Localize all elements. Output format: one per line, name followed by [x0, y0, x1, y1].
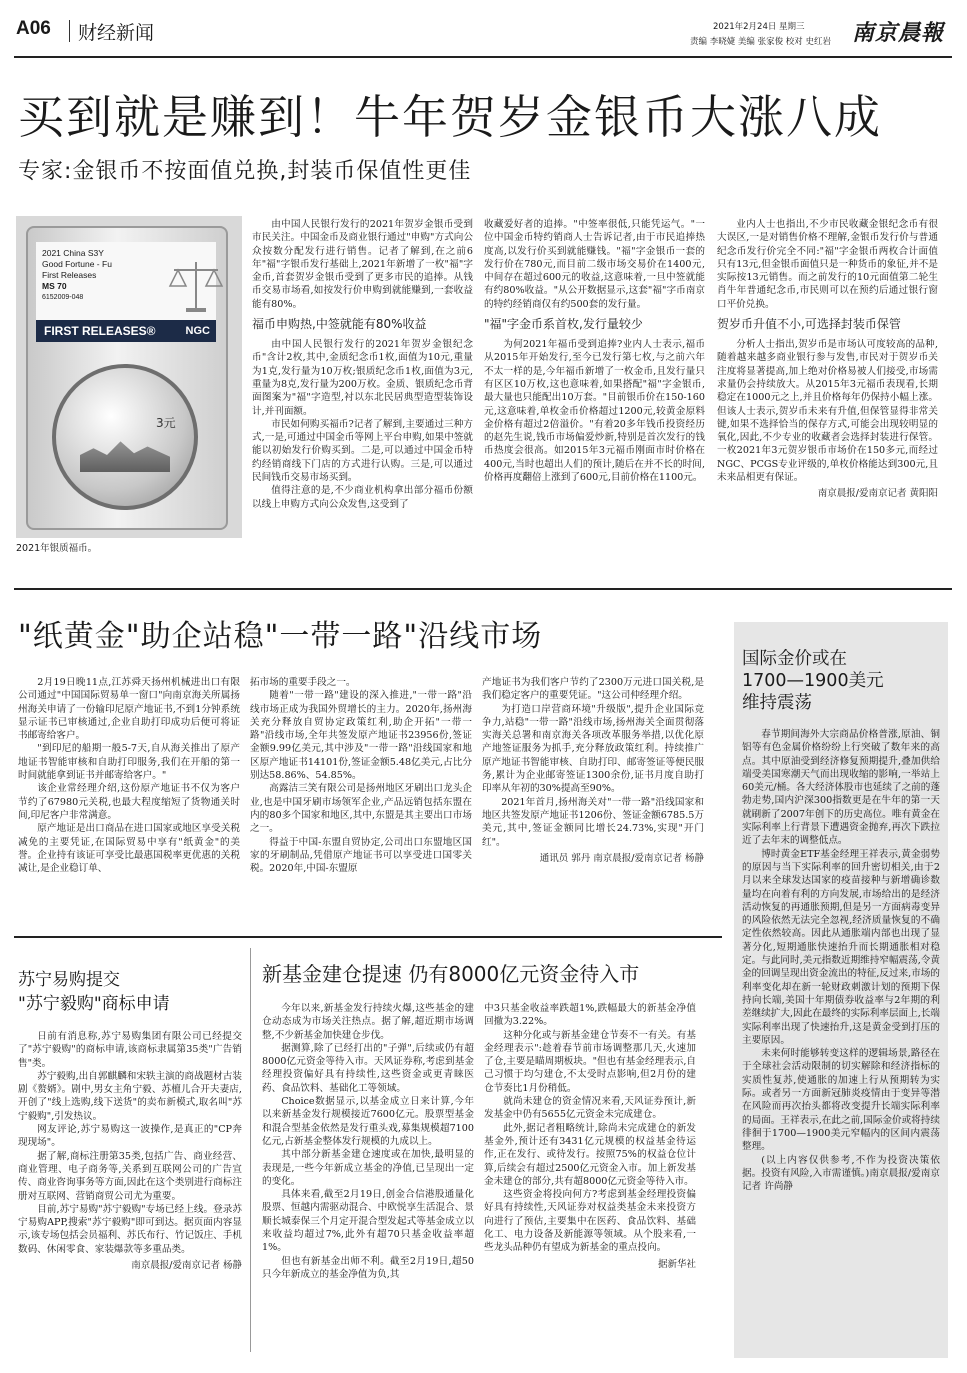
paragraph: 市民如何购买福币?记者了解到,主要通过三种方式,一是,可通过中国金币等网上平台申购,如果中签就能以初始发行价购买到。二是,可以通过中国金币特约经销商线下门店的方式进行认购。三是,可以通过民间钱币交易市场买到。: [252, 418, 473, 484]
paragraph: 网友评论,苏宁易购这一波操作,是真正的"CP奔现现场"。: [18, 1124, 242, 1149]
paragraph: Choice数据显示,以基金成立日来计算,今年以来新基金发行规模接近7600亿元。股票型基金和混合型基金依然是发行重头戏,募集规模超7100亿元,占新基金整体发行规模的九成以上。: [262, 1096, 474, 1147]
ngc-logo: NGC: [185, 325, 210, 337]
first-releases-banner: [36, 320, 216, 342]
section-title: 财经新闻: [78, 22, 155, 44]
paragraph: 博时黄金ETF基金经理王祥表示,黄金弱势的原因与当下实际利率的回升密切相关,由于2月以来全球发达国家的疫苗接种与新增确诊数量均在向着有利的方向发展,市场给出的是经济活动恢复的再通胀预期,但是另一方面病毒变异的风险依然无法完全忽视,经济质量恢复的不确定性依然较高。因此从通胀端内部也出现了显著分化,短期通胀快速抬升而长期通胀相对稳定。与此同时,美元指数近期维持窄幅震荡,令黄金的回调呈现出资金流出的特征,反过来,市场的利率变化却在新一轮财政刺激计划的预期下保持向长端,美国十年期债券收益率与2年期的利差继续扩大,因此在最终的实际利率层面上,长端实际利率出现了快速抬升,这是黄金受到打压的主要原因。: [742, 848, 940, 1046]
slab-label-line: 6152009-048: [42, 294, 84, 301]
article4-credit: 据新华社: [657, 1258, 696, 1270]
paragraph: 这种分化或与新基金建仓节奏不一有关。有基金经理表示":趁着春节前市场调整那几天,火速加了仓,主要是瞄周期板块。"但也有基金经理表示,自己习惯于均匀建仓,不太受时点影响,但2月份的建仓节奏比1月份稍低。: [484, 1029, 696, 1094]
sidebar-headline: [742, 648, 942, 714]
editors-line: 责编 李晓婕 美编 张家俊 校对 史红岩: [690, 37, 832, 47]
photo-caption: 2021年银质福币。: [16, 543, 98, 554]
silver-coin: [52, 364, 198, 510]
article2-column-2: [250, 676, 472, 916]
paragraph: 随着"一带一路"建设的深入推进,"一带一路"沿线市场正成为我国外贸增长的主力。2020年,扬州海关充分释放自贸协定政策红利,助企开拓"一带一路"沿线市场,全年共签发原产地证书23956份,签证金额9.99亿美元,其中涉及"一带一路"沿线国家和地区原产地证书14101份,签证金额5.48亿美元,占比分别达58.86%、54.85%。: [250, 690, 472, 782]
article3-headline: [18, 968, 244, 1016]
paragraph: 业内人士也指出,不少市民收藏金银纪念币有很大误区,一是对销售价格不理解,金银币发行价与普通纪念币发行价完全不同:"福"字金银币两枚合计面值只有13元,但金银币面值只是一种货币的象征,并不是实际按13元销售。而之前发行的10元面值第二轮生肖牛年普通纪念币,市民则可以在预约后通过银行窗口平价兑换。: [717, 219, 938, 310]
article1-headline: 买到就是赚到！牛年贺岁金银币大涨八成: [18, 90, 882, 144]
paragraph: 就尚未建仓的资金情况来看,天风证券预计,新发基金中仍有5655亿元资金未完成建仓。: [484, 1096, 696, 1121]
paragraph: 其中部分新基金建仓速度或在加快,最明显的表现是,一些今年新成立基金的净值,已呈现出一定的变化。: [262, 1149, 474, 1187]
article2-bottom-rule: [14, 936, 722, 938]
sidebar-headline-line: 维持震荡: [742, 693, 812, 713]
slab-label-line: MS 70: [42, 281, 67, 291]
paragraph: 2月19日晚11点,江苏舜天扬州机械进出口有限公司通过"中国国际贸易单一窗口"向南京海关所属扬州海关申请了一份输印尼原产地证书,不到1分钟系统显示证书已审核通过,企业自助打印成功后便可将证书邮寄给客户。: [18, 677, 240, 742]
paragraph: 该企业常经理介绍,这份原产地证书不仅为客户节约了67980元关税,也最大程度缩短了货物通关时间,印尼客户非常满意。: [18, 783, 240, 821]
header-divider: [69, 20, 70, 42]
article4-column-2: [484, 1002, 696, 1358]
paragraph: 分析人士指出,贺岁币是市场认可度较高的品种,随着越来越多商业银行参与发售,市民对于贺岁币关注度将显著提高,加上绝对价格易被人们接受,市场需求量仍会持续放大。从2015年3元福币表现看,长期稳定在1000元之上,并且价格每年仍保持小幅上涨。但该人士表示,贺岁币未来有升值,但保管显得非常关键,如果不选择恰当的保存方式,可能会出现较明显的氧化,因此,不少专业的收藏者会选择封装进行保管。一枚2021年3元贺岁银币市场价在150多元,而经过NGC、PCGS专业评级的,单枚价格能达到300元,且未来品相更有保证。: [717, 339, 938, 484]
paragraph: 拓市场的重要手段之一。: [250, 677, 356, 688]
paragraph: 苏宁毅购,出自郭麒麟和宋轶主演的商战题材古装剧《赘婿》。剧中,男女主角宁毅、苏檀儿合开夫妻店,开创了"线上选购,线下送货"的卖布新模式,取名叫"苏宁毅购",引发热议。: [18, 1070, 242, 1122]
paragraph: 今年以来,新基金发行持续火爆,这些基金的建仓动态成为市场关注热点。据了解,超近期市场调整,不少新基金加快建仓步伐。: [262, 1003, 474, 1041]
paragraph: 原产地证是出口商品在进口国家或地区享受关税减免的主要凭证,在国际贸易中享有"纸黄金"的美誉。企业持有该证可享受比最惠国税率更优惠的关税减让,是企业稳订单、: [18, 823, 240, 875]
coin-photo: [16, 216, 242, 538]
sidebar-text: [742, 728, 940, 1354]
article1-column-1: [252, 218, 473, 564]
paragraph: 为打造口岸营商环境"升级版",提升企业国际竞争力,站稳"一带一路"沿线市场,扬州海关全面贯彻落实海关总署和南京海关各项改革服务举措,以优化原产地签证服务为抓手,充分释放政策红利。持续推广原产地证书智能审核、自助打印、邮寄签证等便民服务,累计为企业邮寄签证1300余份,证书月度自助打印率从年初的30%提高至90%。: [482, 703, 704, 795]
paragraph: 高露洁三笑有限公司是扬州地区牙刷出口龙头企业,也是中国牙刷市场领军企业,产品远销包括东盟在内的80多个国家和地区,其中,东盟是其主要出口市场之一。: [250, 783, 472, 835]
paragraph: 由中国人民银行发行的2021年贺岁金银纪念币"含计2枚,其中,金质纪念币1枚,面值为10元,重量为1克,发行量为10万枚;银质纪念币1枚,面值为3元,重量为8克,发行量为200万枚。金质、银质纪念币背面图案为"福"字造型,衬以东北民居典型造型装饰设计,并刊面额。: [252, 339, 473, 417]
paragraph: 这些资金将投向何方?考虑到基金经理投资偏好具有持续性,天风证券对权益类基金未来投资方向进行了预估,主要集中在医药、食品饮料、基础化工、电力设备及新能源等领域。从个股来看,一些龙头品种仍有望成为新基金的重点投向。: [484, 1189, 696, 1254]
banner-text: FIRST RELEASES®: [44, 324, 156, 338]
article4-column-1: [262, 1002, 474, 1358]
section-rule: [14, 588, 952, 590]
paragraph: 由中国人民银行发行的2021年贺岁金银币受到市民关注。中国金币及商业银行通过"申购"方式向公众按数分配发行进行销售。记者了解到,在之前6年"福"字银币发行基础上,2021年新增了一枚"福"字金币,首套贺岁金银币受到了更多市民的追捧。从钱币交易市场看,如按发行价申购到就能赚到,一套收益能有80%。: [252, 219, 473, 310]
paragraph: 具体来看,截至2月19日,创金合信港股通量化股票、恒越内需驱动混合、中欧悦享生活混合、景顺长城泰保三个月定开混合型发起式等基金成立以来收益均超过7%,此外有超70只基金收益率超1%。: [262, 1189, 474, 1254]
article3-credit: 南京晨报/爱南京记者 杨静: [131, 1260, 242, 1272]
coin-denomination: 3元: [156, 416, 176, 430]
article3-headline-line: "苏宁毅购"商标申请: [18, 994, 170, 1014]
paragraph: 目前,苏宁易购"苏宁毅购"专场已经上线。登录苏宁易购APP,搜索"苏宁毅购"即可到达。据页面内容显示,该专场包括会员福利、苏氏布行、竹记饭庄、手机数码、休闲零食、家装爆款等多重品类。: [18, 1203, 242, 1255]
paragraph: 此外,据记者粗略统计,除尚未完成建仓的新发基金外,预计还有3431亿元规模的权益基金待运作,正在发行、或待发行。按照75%的权益仓位计算,后续会有超过2500亿元资金入市。加上新发基金未建仓的部分,共有超8000亿元资金等待入市。: [484, 1122, 696, 1187]
article4-headline: 新基金建仓提速 仍有8000亿元资金待入市: [262, 962, 640, 986]
paragraph: 据了解,商标注册第35类,包括广告、商业经营、商业管理、电子商务等,关系到互联网公司的广告宣传、商业咨询事务等方面,因此在这个类别进行商标注册对互联网、营销商贸公司尤为重要。: [18, 1150, 242, 1202]
paragraph: "到印尼的船期一般5-7天,自从海关推出了原产地证书智能审核和自助打印服务,我们在开船的第一时间就能拿到证书并邮寄给客户。": [18, 743, 240, 782]
article2-headline: "纸黄金"助企站稳"一带一路"沿线市场: [18, 619, 543, 654]
paragraph: 收藏爱好者的追捧。"中签率很低,只能凭运气。"一位中国金币特约销商人士告诉记者,由于市民追捧热度高,以发行价买到就能赚钱。"福"字金银币一套的发行价在780元,而目前二级市场交易价在1400元,中间存在超过600元的收益,这意味着,一旦中签就能有约80%收益。"从公开数据显示,这套"福"字币南京的特约经销商仅有约500套的发行量。: [484, 219, 705, 310]
slab-label-line: 2021 China S3Y: [42, 248, 104, 258]
paragraph: 春节期间海外大宗商品价格普涨,原油、铜铝等有色金属价格纷纷上行突破了数年来的高点。其中原油受到经济修复预期提升,叠加供给端受美国寒潮天气而出现收缩的影响,一举站上60美元/桶。各大经济体股市也延续了之前的蓬勃走势,国内沪深300指数更是在牛年的第一天就刷新了2007年创下的历史高位。唯有黄金在实际利率上行背景下遭遇资金抛弃,再次下跌拉近了去年末的调整低点。: [742, 729, 940, 847]
paragraph: 2021年首月,扬州海关对"一带一路"沿线国家和地区共签发原产地证书1206份、签证金额6785.5万美元,其中,签证金额同比增长24.73%,实现"开门红"。: [482, 796, 704, 848]
slab-label-line: First Releases: [42, 270, 97, 280]
article1-subhead-1: 福币申购热,中签就能有80%收益: [252, 317, 427, 332]
article1-subheadline: 专家:金银币不按面值兑换,封装币保值性更佳: [18, 159, 472, 184]
article1-credit: 南京晨报/爱南京记者 黄阳阳: [817, 488, 938, 500]
coin-buildings: [80, 438, 170, 472]
paragraph: 未来何时能够转变这样的逻辑场景,路径在于全球社会活动限制的切实解除和经济指标的实质性复苏,使通胀的加速上行从预期转为实际。或者另一方面新冠肺炎疫情由于变异等潜在风险而再次抬头都将改变提升长端实际利率的局面。王祥表示,在此之前,国际金价或将持续徘徊于1700—1900美元窄幅内的区间内震荡整理。: [742, 1048, 940, 1153]
paragraph: 但也有新基金出师不利。截至2月19日,超50只今年新成立的基金净值为负,其: [262, 1255, 474, 1280]
article3-headline-line: 苏宁易购提交: [18, 970, 120, 990]
article2-credit: 通讯员 郭丹 南京晨报/爱南京记者 杨静: [539, 852, 704, 864]
issue-date: 2021年2月24日 星期三: [713, 22, 805, 32]
column-divider: [250, 948, 251, 1352]
paragraph: 日前有消息称,苏宁易购集团有限公司已经提交了"苏宁毅购"的商标申请,该商标隶属第35类"广告销售"类。: [18, 1031, 242, 1069]
header-rule: [14, 56, 952, 58]
paragraph: 值得注意的是,不少商业机构拿出部分福币份额以线上申购方式向公众发售,这受到了: [252, 485, 473, 510]
sidebar-box: [734, 622, 948, 1358]
paragraph: 据测算,除了已经打出的"子弹",后续或仍有超8000亿元资金等待入市。天风证券称,考虑到基金经理投资偏好具有持续性,这些资金或更青睐医药、食品饮料、基础化工等领域。: [262, 1042, 474, 1094]
article3-text: [18, 1030, 242, 1360]
article1-subhead-3: 贺岁币升值不小,可选择封装币保管: [717, 317, 901, 332]
paragraph: 产地证书为我们客户节约了2300万元进口国关税,是我们稳定客户的重要凭证。"这公司仲经理介绍。: [482, 677, 704, 702]
scales-icon: [166, 256, 226, 316]
paragraph: 中3只基金收益率跌超1%,跌幅最大的新基金净值回撤为3.22%。: [484, 1003, 696, 1028]
paragraph: (以上内容仅供参考,不作为投资决策依据。投资有风险,入市需谨慎。)南京晨报/爱南京记者 许尚静: [742, 1154, 940, 1193]
sidebar-headline-line: 国际金价或在: [742, 649, 847, 669]
article1-column-2: [484, 218, 705, 564]
slab-label-line: Good Fortune - Fu: [42, 259, 112, 269]
article2-column-1: [18, 676, 240, 916]
paragraph: 得益于中国-东盟自贸协定,公司出口东盟地区国家的牙刷制品,凭借原产地证书可以享受进口国零关税。2020年,中国-东盟原: [250, 836, 472, 875]
page-header: [0, 0, 967, 56]
article1-column-3: [717, 218, 938, 564]
page-number: A06: [16, 18, 51, 39]
masthead-logo: 南京晨報: [852, 20, 945, 46]
article1-subhead-2: "福"字金币系首枚,发行量较少: [484, 317, 643, 332]
sidebar-headline-line: 1700—1900美元: [742, 671, 884, 691]
article2-column-3: [482, 676, 704, 916]
paragraph: 为何2021年福币受到追捧?业内人士表示,福币从2015年开始发行,至今已发行第七枚,与之前六年不太一样的是,今年福币新增了一枚金币,且发行量只有区区10万枚,这也意味着,如果搭配"福"字金银币,最大量也只能配出10万套。"目前银币价在150-160元,这意味着,单枚金币价格超过1200元,较黄金原料金价格有超过2倍溢价。"有着20多年钱币投资经历的赵先生说,钱币市场偏爱炒新,特别是首次发行的钱币热度会很高。如2015年3元福币刚面市时价格在400元,当时也超出人们的预计,随后在并不长的时间,价格再度翻倍上涨到了600元,目前价格在1100元。: [484, 339, 705, 484]
